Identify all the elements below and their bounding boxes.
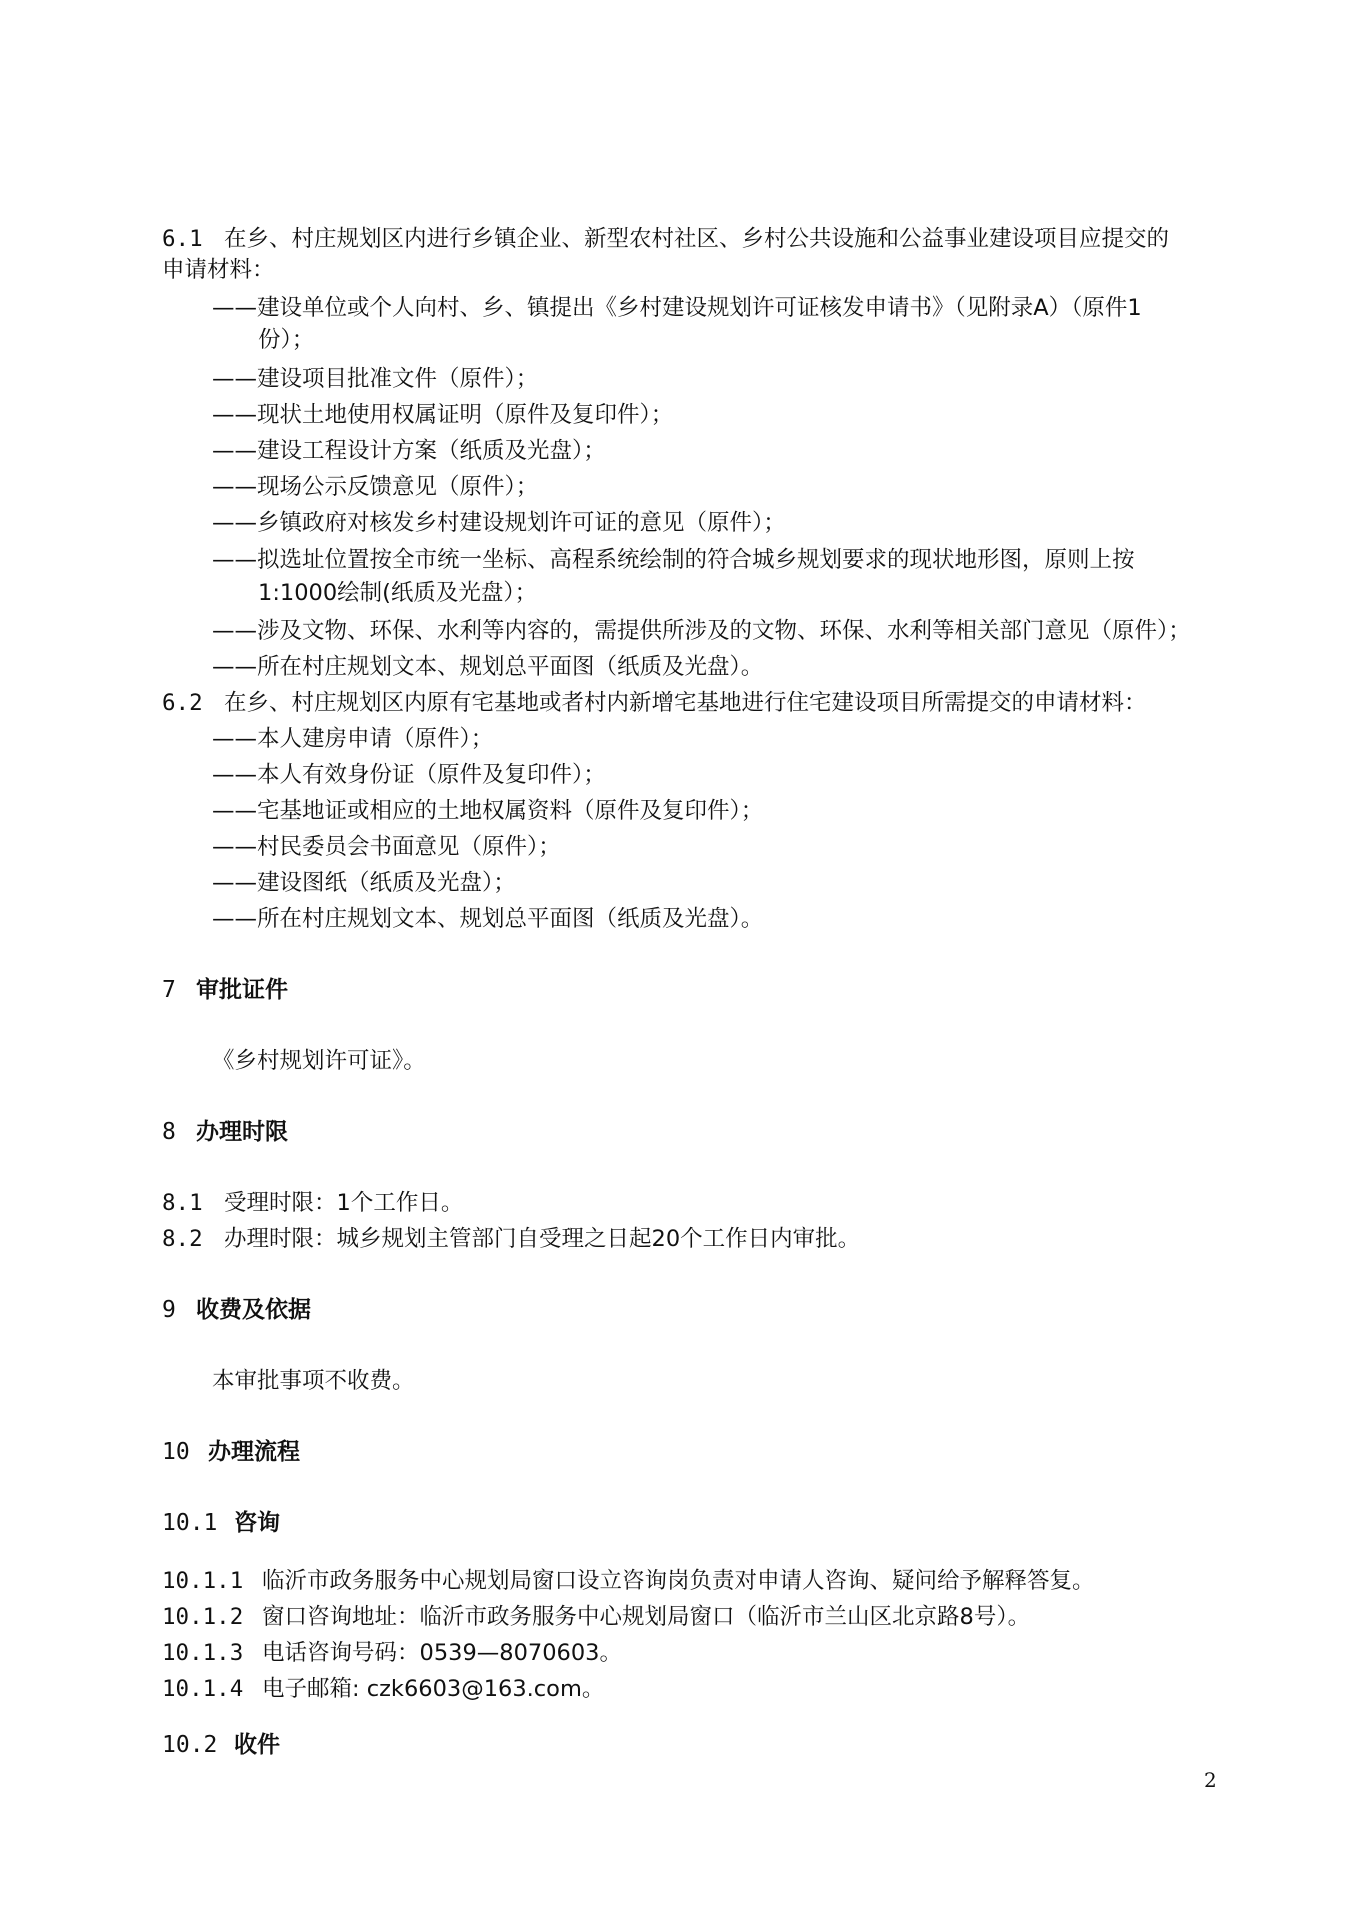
section-heading-9 — [162, 1295, 311, 1325]
clause-text: 窗口咨询地址：临沂市政务服务中心规划局窗口（临沂市兰山区北京路8号）。 — [262, 1604, 1031, 1630]
list-item: ——建设项目批准文件（原件）； — [212, 366, 539, 392]
clause-number: 6.2 — [162, 690, 203, 716]
list-item: ——建设工程设计方案（纸质及光盘）； — [212, 438, 606, 464]
section-body: 《乡村规划许可证》。 — [212, 1048, 426, 1074]
clause-10-1-1 — [162, 1566, 1095, 1596]
clause-number: 10.1.2 — [162, 1604, 244, 1630]
clause-text: 在乡、村庄规划区内原有宅基地或者村内新增宅基地进行住宅建设项目所需提交的申请材料： — [224, 690, 1147, 716]
section-body: 本审批事项不收费。 — [212, 1368, 415, 1394]
section-title: 办理时限 — [196, 1119, 288, 1145]
list-item: ——本人有效身份证（原件及复印件）； — [212, 762, 606, 788]
section-title: 收件 — [234, 1732, 280, 1758]
clause-6-1-line-2: 申请材料： — [162, 257, 275, 283]
section-number: 10.1 — [162, 1510, 218, 1536]
list-item: ——宅基地证或相应的土地权属资料（原件及复印件）； — [212, 798, 764, 824]
list-item: ——涉及文物、环保、水利等内容的，需提供所涉及的文物、环保、水利等相关部门意见（原件）； — [212, 618, 1191, 644]
clause-6-1-line-1 — [162, 224, 1169, 254]
clause-10-1-3 — [162, 1638, 622, 1668]
clause-text: 办理时限：城乡规划主管部门自受理之日起20个工作日内审批。 — [224, 1226, 861, 1252]
section-heading-10 — [162, 1437, 300, 1467]
clause-number: 8.1 — [162, 1190, 203, 1216]
section-title: 办理流程 — [208, 1439, 300, 1465]
clause-number: 10.1.1 — [162, 1568, 244, 1594]
list-item: ——所在村庄规划文本、规划总平面图（纸质及光盘）。 — [212, 906, 764, 932]
section-title: 收费及依据 — [196, 1297, 311, 1323]
list-item-continuation: 份）； — [258, 327, 315, 353]
page-number: 2 — [1204, 1768, 1217, 1792]
clause-text: 受理时限：1个工作日。 — [224, 1190, 464, 1216]
list-item: ——建设单位或个人向村、乡、镇提出《乡村建设规划许可证核发申请书》（见附录A）（原件1 — [212, 295, 1142, 321]
clause-10-1-4 — [162, 1674, 604, 1704]
list-item-continuation: 1:1000绘制(纸质及光盘）； — [258, 580, 538, 606]
list-item: ——拟选址位置按全市统一坐标、高程系统绘制的符合城乡规划要求的现状地形图，原则上按 — [212, 547, 1135, 573]
clause-number: 10.1.4 — [162, 1676, 244, 1702]
clause-8-2 — [162, 1224, 860, 1254]
clause-text: 电子邮箱: czk6603@163.com。 — [262, 1676, 605, 1702]
section-title: 审批证件 — [196, 977, 288, 1003]
subsection-heading-10-1 — [162, 1508, 280, 1538]
clause-10-1-2 — [162, 1602, 1030, 1632]
list-item: ——现场公示反馈意见（原件）； — [212, 474, 539, 500]
section-number: 10.2 — [162, 1732, 218, 1758]
section-heading-8 — [162, 1117, 288, 1147]
clause-text: 在乡、村庄规划区内进行乡镇企业、新型农村社区、乡村公共设施和公益事业建设项目应提交的 — [224, 226, 1170, 252]
list-item: ——村民委员会书面意见（原件）； — [212, 834, 561, 860]
list-item: ——本人建房申请（原件）； — [212, 726, 494, 752]
section-number: 7 — [162, 977, 176, 1003]
clause-text: 临沂市政务服务中心规划局窗口设立咨询岗负责对申请人咨询、疑问给予解释答复。 — [262, 1568, 1095, 1594]
section-title: 咨询 — [234, 1510, 280, 1536]
list-item: ——建设图纸（纸质及光盘）； — [212, 870, 516, 896]
clause-number: 6.1 — [162, 226, 203, 252]
section-number: 8 — [162, 1119, 176, 1145]
list-item: ——乡镇政府对核发乡村建设规划许可证的意见（原件）； — [212, 510, 786, 536]
section-heading-7 — [162, 975, 288, 1005]
section-number: 9 — [162, 1297, 176, 1323]
clause-6-2 — [162, 688, 1147, 718]
subsection-heading-10-2 — [162, 1730, 280, 1760]
clause-number: 8.2 — [162, 1226, 203, 1252]
section-number: 10 — [162, 1439, 190, 1465]
clause-number: 10.1.3 — [162, 1640, 244, 1666]
clause-8-1 — [162, 1188, 463, 1218]
clause-text: 电话咨询号码：0539—8070603。 — [262, 1640, 622, 1666]
list-item: ——现状土地使用权属证明（原件及复印件）； — [212, 402, 674, 428]
list-item: ——所在村庄规划文本、规划总平面图（纸质及光盘）。 — [212, 654, 764, 680]
